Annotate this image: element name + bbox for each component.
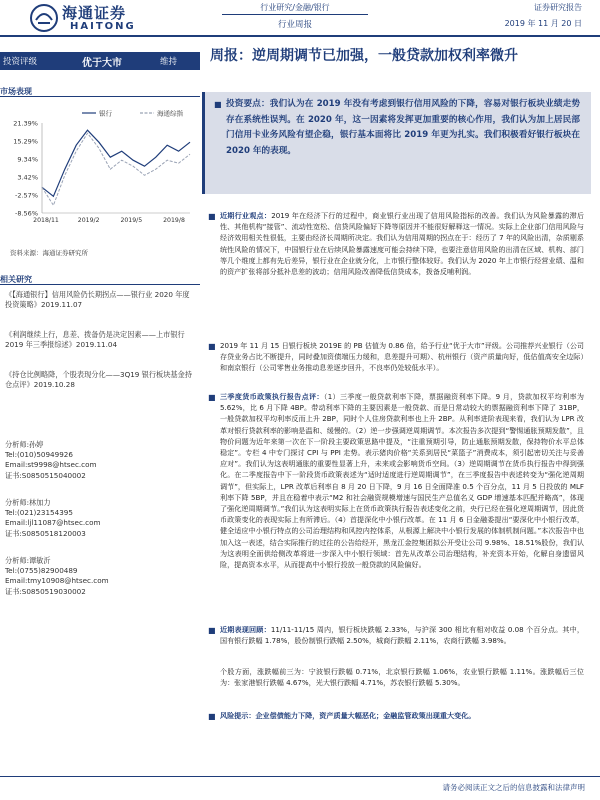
legend-label: 海通综指 — [157, 109, 183, 118]
related-heading-rule — [0, 284, 200, 285]
section-risk — [220, 710, 584, 721]
report-title: 周报：逆周期调节已加强，一般贷款加权利率微升 — [210, 48, 518, 64]
header-date: 2019 年 11 月 20 日 — [504, 19, 582, 28]
header-logo — [30, 2, 160, 36]
header-category: 行业研究/金融/银行 — [260, 3, 330, 12]
haitong-logo-icon — [30, 4, 58, 32]
section-pb: 2019 年 11 月 15 日银行板块 2019E 的 PB 估值为 0.86 倍，给予行业“优于大市”评级。公司推荐兴业银行（公司存贷业务占比不断提升，同时叠加资债端压力缓和，息差提升可期）、杭州银行（资产质量向好，低估值高安全边际）和南京银行（公司零售业务推动息差逐步回升，不良率仍处较低水平）。 — [220, 341, 585, 373]
analyst-name: 分析师:孙婷 — [5, 440, 44, 449]
legend-label: 银行 — [99, 109, 112, 118]
y-tick-label: -2.57% — [15, 191, 38, 200]
analyst-tel: Tel:(021)23154395 — [5, 508, 73, 518]
bullet-icon: ■ — [208, 342, 216, 351]
section-q3 — [220, 391, 584, 570]
section-perf-stocks: 个股方面，涨跌幅前三为：宁波银行跌幅 0.71%，北京银行跌幅 1.06%，农业银行跌幅 1.11%。涨跌幅后三位为：张家港银行跌幅 4.67%，光大银行跌幅 4.71%，苏农银行跌幅 5.30%。 — [220, 667, 584, 688]
x-tick-label: 2019/2 — [77, 217, 100, 224]
analyst-block — [5, 440, 195, 481]
highlight-bullet-icon: ■ — [214, 100, 222, 109]
section-q3-label: 三季度货币政策执行报告点评： — [220, 392, 324, 401]
related-heading: 相关研究 — [0, 275, 32, 284]
bullet-icon: ■ — [208, 626, 216, 635]
analyst-cert: 证书:S0850518120003 — [5, 528, 86, 538]
bullet-icon: ■ — [208, 393, 216, 402]
related-item[interactable]: 《利润继续上行，息差、拨备仍是决定因素——上市银行 2019 年三季报综述》2019.11.04 — [5, 330, 185, 350]
section-risk-label: 风险提示： — [220, 711, 256, 720]
rating-label: 投资评级 — [3, 57, 38, 67]
related-item[interactable]: 《持仓比例略降，个股表现分化——3Q19 银行板块基金持仓点评》2019.10.28 — [5, 370, 192, 390]
rating-action: 维持 — [160, 57, 178, 67]
bullet-icon: ■ — [208, 212, 216, 221]
section-view-text: 2019 年在经济下行的过程中，商业银行业出现了信用风险指标的改善。我们认为风险暴露的滞后性、其他机构“接管”、流动性宽松、信贷风险偏好下降等原因并不能很好解释这一情况。实际上企业部门信用风险与经济效用相关性很低，主要由经济长周期所决定。我们认为信用周期的拐点在于：经历了 7 年的风险出清，杂质剔系统性风险的情况下，中国银行业在后续风险暴露速度可能会持续下降，也要注意信用风险的出清在区域、机构、部门等几个维度上都有先后差异，银行业在企业就分化，上市银行整体较好。我们认为 2020 年上市银行经营业绩、温和的资产扩张将部分抵补息差的波动；信用风险改善降低信贷成本，拨备反哺利润。 — [220, 211, 584, 277]
analyst-name: 分析师:谭敏沂 — [5, 556, 51, 565]
bullet-icon: ■ — [208, 712, 216, 721]
logo-cn: 海通证券 — [62, 4, 127, 22]
section-risk-text: 企业偿债能力下降，资产质量大幅恶化；金融监管政策出现重大变化。 — [255, 711, 476, 720]
header-rule — [0, 35, 600, 37]
header-doc-type: 证券研究报告 — [534, 3, 582, 12]
market-heading-rule — [0, 96, 200, 97]
market-heading: 市场表现 — [0, 87, 32, 96]
rating-value: 优于大市 — [82, 58, 122, 69]
section-perf-text: 11/11-11/15 周内，银行板块跌幅 2.33%，与沪深 300 相比有相对收益 0.08 个百分点。其中，国有银行跌幅 1.78%，股份制银行跌幅 2.50%，城商行跌幅 2.11%，农商行跌幅 3.98%。 — [220, 625, 585, 646]
section-q3-text: （1）三季度一般贷款利率下降，票据融资利率下降。9 月，贷款加权平均利率为 5.62%，比 6 月下降 4BP。带动利率下降的主要因素是一般贷款、而是日常动较大的票据融资利率下降了 31BP，一般贷款加权平均利率反而上升 2BP，同时个人住房贷款利率也上升 2BP。从利率进阶表现来看，我们认为 LPR 改革对银行贷款利率的影响是温和、缓慢的。（2）逆一步强调逆周期调节。本次报告多次提到“警惕通胀预期发散”，且物价问题为近年来第一次在下一阶段主要政策思路中提及，“注重预期引导，防止通胀预期发散，保持物价水平总体稳定”。专栏 4 中专门探讨 CPI 与 PPI 走势。表示猪肉价格“关系到居民“菜篮子”消费成本，须引起密切关注与妥善应对”。我们认为这表明通胀的重要性显著上升，未来或会影响货币空间。（3）逆周期调节在货币执行报告中得到强化。在二季度报告中下一阶段货币政策表述为“适时适度进行逆周期调节”，在三季度报告中表述转变为“强化逆周期调节”，但实际上，LPR 改革后利率自 8 月 20 日下降，9 月 16 日全面降准 0.5 个百分点，11 月 5 日投放的 MLF 利率下降 5BP，并且在稳着中表示“M2 和社会融资规模增速与国民生产总值名义 GDP 增速基本匹配并略高”，体现了强化逆周期调节。”我们认为这表明实际上在货币政策执行报告表述变化之前，央行已经在强化逆周期调节，因此货币政策变化的表现实际上有所滞后。（4）首提深化中小银行改革。在 11 月 6 日金融委提出“要深化中小银行改革，健全适应中小银行特点的公司治理结构和风控内控体系，从根源上解决中小银行发展的体制机制问题。”本次报告中也加入这一表述，结合实际推行的过往的公告给经开，黑龙江金控集团拟公开受让公司 9.98%、18.51%股份，我们认为这表明全面供给侧改革将进一步深入中小银行领域：首先从改革公司治理结构，补充资本开始，化解自身遗留风险，提高资本水平，从而提高中小银行投放一般贷款的风险偏好。 — [220, 392, 585, 570]
x-tick-label: 2018/11 — [33, 217, 59, 224]
header-report-type: 行业周报 — [277, 20, 312, 30]
related-item[interactable]: 《【海通银行】信用风险仍长期拐点——银行业 2020 年度投资策略》2019.11.07 — [5, 290, 190, 310]
x-tick-label: 2019/8 — [163, 217, 185, 224]
x-tick-label: 2019/5 — [120, 217, 143, 224]
section-view-label: 近期行业观点： — [220, 211, 272, 220]
analyst-cert: 证书:S0850515040002 — [5, 470, 86, 480]
header-divider — [222, 14, 368, 15]
series-line-bank — [42, 130, 190, 196]
analyst-name: 分析师:林加力 — [5, 498, 51, 507]
footer-rule — [0, 776, 600, 777]
market-chart — [0, 105, 200, 230]
y-tick-label: 3.42% — [17, 173, 38, 182]
analyst-cert: 证书:S0850519030002 — [5, 586, 86, 596]
highlight-text: 投资要点：我们认为在 2019 年没有考虑到银行信用风险的下降，容易对银行板块业绩走势存在系统性误判。在 2020 年，这一因素将发挥更加重要的核心作用，我们认为加上居民部门信用卡业务风险有望企稳，银行基本面将比 2019 年更为扎实。我们积极看好银行板块在 2020 年的表现。 — [226, 99, 580, 156]
analyst-email[interactable]: Email:st9998@htsec.com — [5, 460, 97, 470]
y-tick-label: 21.39% — [13, 119, 38, 128]
section-view — [220, 210, 584, 277]
analyst-block — [5, 556, 195, 597]
y-tick-label: 9.34% — [17, 155, 38, 164]
logo-en: HAITONG — [70, 21, 136, 32]
y-tick-label: -8.56% — [15, 209, 38, 218]
section-perf-label: 近期表现回顾： — [220, 625, 271, 634]
footer-disclaimer: 请务必阅读正文之后的信息披露和法律声明 — [442, 783, 585, 792]
analyst-tel: Tel:(010)50949926 — [5, 450, 73, 460]
analyst-email[interactable]: Email:tmy10908@htsec.com — [5, 576, 109, 586]
market-source: 资料来源：海通证券研究所 — [10, 249, 88, 257]
analyst-block — [5, 498, 195, 539]
y-tick-label: 15.29% — [13, 137, 38, 146]
section-perf — [220, 624, 584, 646]
analyst-email[interactable]: Email:ljl11087@htsec.com — [5, 518, 101, 528]
analyst-tel: Tel:(0755)82900489 — [5, 566, 78, 576]
